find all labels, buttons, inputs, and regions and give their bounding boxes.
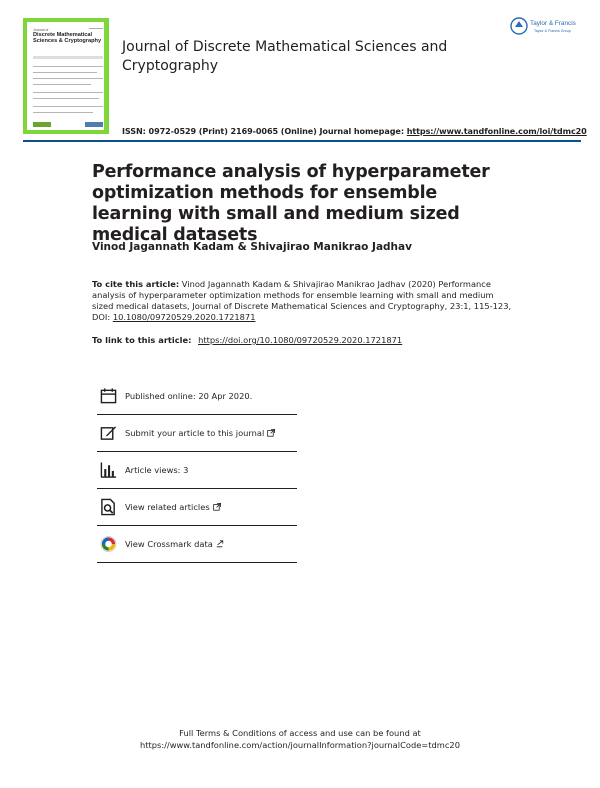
cover-text-line [33,98,99,99]
cover-decoration [89,28,103,29]
cover-text-line [33,72,97,73]
related-articles-link[interactable] [125,502,221,512]
calendar-icon [100,388,117,405]
article-views-row [97,452,297,489]
publisher-logo[interactable] [510,13,584,39]
cover-text-line [33,112,93,113]
submit-article-row[interactable] [97,415,297,452]
terms-url[interactable]: https://www.tandfonline.com/action/journalInformation?journalCode=tdmc20 [139,740,460,750]
crossmark-label: View Crossmark data [125,539,213,549]
article-link-label: To link to this article: [92,335,192,345]
crossmark-external-icon [216,540,224,548]
submit-article-label: Submit your article to this journal [125,428,265,438]
cover-text-line [33,92,103,93]
cover-text-line [33,106,103,107]
cover-footer [33,122,103,128]
article-doi-url[interactable]: https://doi.org/10.1080/09720529.2020.1721871 [198,335,403,345]
submit-article-link[interactable] [125,428,275,438]
crossmark-row[interactable] [97,526,297,563]
cover-text-line [33,66,103,67]
citation-block [92,279,512,323]
cover-band [33,56,103,59]
citation-doi-link[interactable]: 10.1080/09720529.2020.1721871 [112,312,256,322]
header-divider [23,140,581,142]
published-online-text: Published online: 20 Apr 2020. [125,391,253,401]
article-title: Performance analysis of hyperparameter optimization methods for ensemble learning with small and medium sized medical datasets [92,162,490,245]
edit-icon [100,425,117,442]
external-link-icon [213,503,221,511]
crossmark-link[interactable] [125,539,224,549]
terms-text: Full Terms & Conditions of access and use can be found at [179,728,421,738]
citation-text: Vinod Jagannath Kadam & Shivajirao Manikrao Jadhav (2020) Performance analysis of hyperparameter optimization methods for ensemble learning with small and medium sized medical datasets, Journal of Discrete Mathematical Sciences and Cryptography, 23:1, 115-123, DOI: [92,279,512,322]
cover-logo-right [85,122,103,127]
article-authors: Vinod Jagannath Kadam & Shivajirao Manikrao Jadhav [92,241,412,253]
article-actions [97,378,297,563]
issn-label: ISSN: 0972-0529 (Print) 2169-0065 (Online) Journal homepage: [122,126,404,136]
article-views-text: Article views: 3 [125,465,189,475]
cover-text-line [33,78,103,79]
journal-title: Journal of Discrete Mathematical Sciences and Cryptography [122,39,448,74]
cover-title: Discrete Mathematical Sciences & Cryptography [33,32,102,45]
published-online-row [97,378,297,415]
publisher-name: Taylor & Francis [530,20,576,27]
crossmark-icon [100,536,117,553]
related-articles-icon [100,499,117,516]
cover-small-label: Journal of [33,28,49,32]
publisher-tagline: Taylor & Francis Group [534,29,571,33]
external-link-icon [267,429,275,437]
journal-homepage-link[interactable]: https://www.tandfonline.com/loi/tdmc20 [406,126,587,136]
cover-logo-left [33,122,51,127]
bar-chart-icon [100,462,117,479]
related-articles-row[interactable] [97,489,297,526]
cover-text-line [33,84,91,85]
related-articles-label: View related articles [125,502,210,512]
issn-line [122,126,592,136]
terms-footer [0,727,600,751]
journal-cover [23,18,109,134]
citation-label: To cite this article: [92,279,180,289]
article-link-line [92,335,512,345]
publisher-logo-mark [515,21,523,27]
